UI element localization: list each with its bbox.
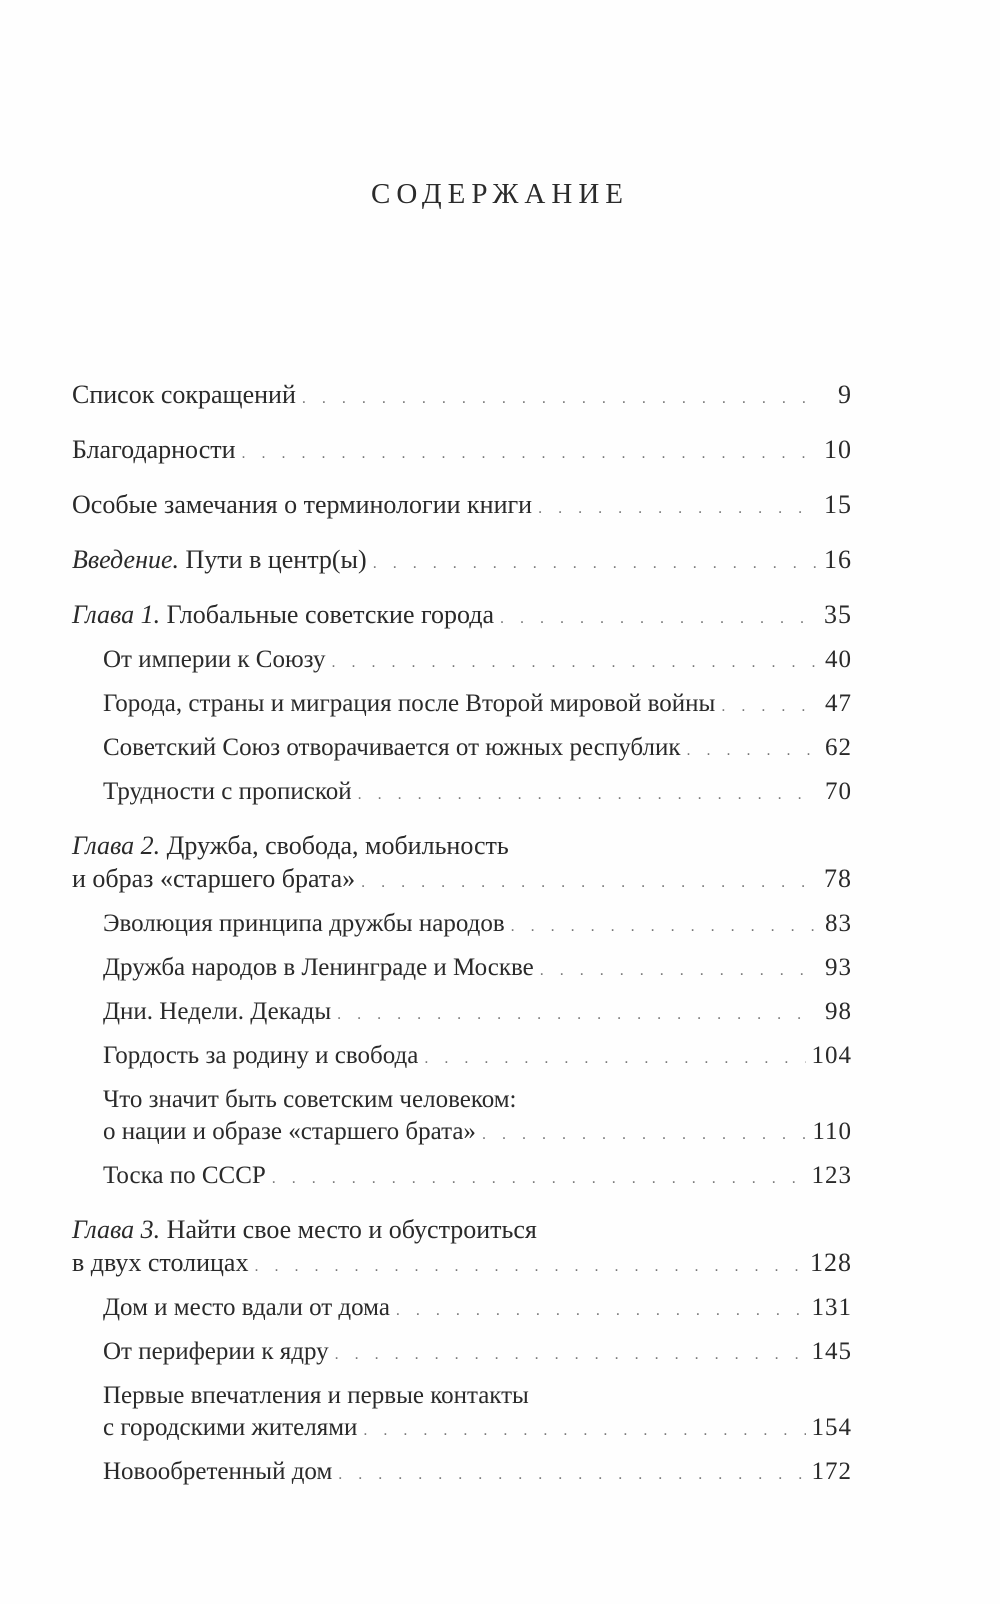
toc-entry-page: 104	[811, 1042, 852, 1069]
toc-entry[interactable]	[72, 433, 852, 470]
dot-leader	[686, 735, 816, 767]
toc-subentry[interactable]	[72, 1456, 852, 1491]
toc-subentry[interactable]	[72, 776, 852, 811]
dot-leader	[335, 1339, 806, 1371]
toc-entry-prefix: Введение.	[72, 545, 180, 574]
dot-leader	[272, 1163, 806, 1195]
toc-entry-page: 172	[811, 1458, 852, 1485]
toc-entry-title: Дружба народов в Ленинграде и Москве	[103, 954, 534, 981]
toc-entry-prefix: Глава 3.	[72, 1215, 161, 1244]
toc-subentry[interactable]	[72, 908, 852, 943]
dot-leader	[396, 1295, 806, 1327]
toc-entry-title: Гордость за родину и свобода	[103, 1042, 419, 1069]
toc-entry-page: 154	[811, 1414, 852, 1441]
toc-entry-page: 78	[824, 864, 852, 893]
dot-leader	[242, 437, 816, 470]
toc-subentry[interactable]	[72, 1336, 852, 1371]
toc-subentry[interactable]	[72, 1084, 852, 1151]
toc-entry-title: Особые замечания о терминологии книги	[72, 490, 533, 519]
toc-entry-page: 131	[811, 1294, 852, 1321]
toc-entry-title-line2: с городскими жителями	[103, 1414, 358, 1441]
toc-entry[interactable]	[72, 378, 852, 415]
toc-entry-chapter-1[interactable]	[72, 598, 852, 635]
dot-leader	[338, 1459, 805, 1491]
dot-leader	[302, 382, 816, 415]
toc-entry-title: Тоска по СССР	[103, 1162, 266, 1189]
dot-leader	[721, 691, 816, 723]
toc-entry-page: 110	[812, 1118, 852, 1145]
toc-entry-page: 70	[825, 778, 852, 805]
toc-entry-title-line2: в двух столицах	[72, 1248, 249, 1277]
dot-leader	[363, 1415, 805, 1447]
toc-entry-title: Дом и место вдали от дома	[103, 1294, 390, 1321]
toc-entry-prefix: Глава 2.	[72, 831, 161, 860]
toc-subentry[interactable]	[72, 1040, 852, 1075]
toc-subentry[interactable]	[72, 644, 852, 679]
toc-subentry[interactable]	[72, 996, 852, 1031]
dot-leader	[361, 866, 816, 899]
toc-entry-page: 93	[825, 954, 852, 981]
toc-entry-title: Пути в центр(ы)	[185, 545, 367, 574]
toc-entry-chapter-2[interactable]	[72, 829, 852, 899]
toc-entry-page: 9	[838, 380, 852, 409]
toc-subentry[interactable]	[72, 952, 852, 987]
toc-entry-introduction[interactable]	[72, 543, 852, 580]
toc-entry-prefix: Глава 1.	[72, 600, 161, 629]
toc-entry-title-line2: и образ «старшего брата»	[72, 864, 356, 893]
toc-entry-title: Трудности с пропиской	[103, 778, 352, 805]
toc-subentry[interactable]	[72, 688, 852, 723]
dot-leader	[424, 1043, 805, 1075]
toc-entry-page: 62	[825, 734, 852, 761]
toc-entry-title: От периферии к ядру	[103, 1338, 329, 1365]
dot-leader	[482, 1119, 806, 1151]
toc-entry-page: 123	[811, 1162, 852, 1189]
dot-leader	[540, 955, 816, 987]
toc-entry-title-line1: Дружба, свобода, мобильность	[166, 831, 509, 860]
toc-entry-page: 15	[824, 490, 852, 519]
toc-subentry[interactable]	[72, 1380, 852, 1447]
toc-entry-title: Дни. Недели. Декады	[103, 998, 332, 1025]
dot-leader	[337, 999, 816, 1031]
toc-subentry[interactable]	[72, 732, 852, 767]
page-title: СОДЕРЖАНИЕ	[371, 178, 629, 210]
toc-entry-page: 16	[824, 545, 852, 574]
dot-leader	[332, 647, 816, 679]
toc-entry-title: Новообретенный дом	[103, 1458, 333, 1485]
dot-leader	[500, 602, 816, 635]
toc-entry-page: 98	[825, 998, 852, 1025]
toc-entry-page: 128	[810, 1248, 852, 1277]
toc-subentry[interactable]	[72, 1292, 852, 1327]
toc-entry-title: Список сокращений	[72, 380, 296, 409]
toc-entry-title: От империи к Союзу	[103, 646, 326, 673]
toc-entry-page: 35	[824, 600, 852, 629]
toc-entry-chapter-3[interactable]	[72, 1213, 852, 1283]
toc-entry[interactable]	[72, 488, 852, 525]
toc-entry-title: Города, страны и миграция после Второй мировой войны	[103, 690, 716, 717]
toc-entry-title-line1: Первые впечатления и первые контакты	[103, 1382, 529, 1409]
toc-entry-title-line1: Найти свое место и обустроиться	[166, 1215, 537, 1244]
dot-leader	[254, 1250, 804, 1283]
dot-leader	[358, 779, 816, 811]
toc-entry-title: Эволюция принципа дружбы народов	[103, 910, 505, 937]
toc-entry-page: 40	[825, 646, 852, 673]
toc-entry-page: 47	[825, 690, 852, 717]
toc-entry-page: 83	[825, 910, 852, 937]
table-of-contents	[72, 378, 852, 1491]
dot-leader	[511, 911, 816, 943]
toc-entry-title-line2: о нации и образе «старшего брата»	[103, 1118, 476, 1145]
toc-entry-page: 10	[824, 435, 852, 464]
toc-entry-title: Советский Союз отворачивается от южных республик	[103, 734, 681, 761]
toc-entry-title: Благодарности	[72, 435, 236, 464]
toc-entry-page: 145	[811, 1338, 852, 1365]
dot-leader	[373, 547, 816, 580]
toc-entry-title-line1: Что значит быть советским человеком:	[103, 1086, 517, 1113]
dot-leader	[538, 492, 816, 525]
toc-subentry[interactable]	[72, 1160, 852, 1195]
toc-entry-title: Глобальные советские города	[166, 600, 495, 629]
